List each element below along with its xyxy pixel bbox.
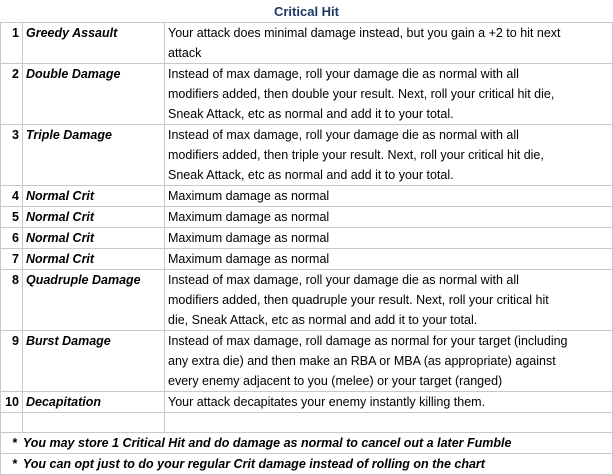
result-name: Decapitation [23,392,165,413]
result-name: Quadruple Damage [23,270,165,331]
table-row [1,392,613,413]
row-number: 8 [1,270,23,331]
notes-body [1,433,613,475]
result-name: Normal Crit [23,186,165,207]
description-line: Instead of max damage, roll your damage die as normal with all [168,128,519,142]
description-line: Sneak Attack, etc as normal and add it to your total. [168,168,454,182]
description-line: modifiers added, then triple your result. Next, roll your critical hit die, [168,148,544,162]
result-name: Normal Crit [23,228,165,249]
result-name: Burst Damage [23,331,165,392]
table-spacer [1,413,613,433]
description-line: Your attack does minimal damage instead, but you gain a +2 to hit next [168,26,561,40]
row-number: 3 [1,125,23,186]
table-row [1,125,613,186]
table-row [1,186,613,207]
description-line: Maximum damage as normal [168,252,330,266]
note-row [1,454,613,475]
description-line: attack [168,46,202,60]
table-row [1,64,613,125]
description-line: modifiers added, then quadruple your result. Next, roll your critical hit [168,293,549,307]
note-star: * [12,436,17,450]
description-line: Instead of max damage, roll your damage die as normal with all [168,67,519,81]
description-line: Instead of max damage, roll damage as normal for your target (including [168,334,568,348]
table-title: Critical Hit [273,3,339,19]
result-description [165,207,613,228]
description-line: any extra die) and then make an RBA or MBA (as appropriate) against [168,354,556,368]
result-description [165,23,613,64]
description-line: die, Sneak Attack, etc as normal and add it to your total. [168,313,478,327]
result-description [165,249,613,270]
description-line: Sneak Attack, etc as normal and add it to your total. [168,107,454,121]
row-number: 7 [1,249,23,270]
row-number: 2 [1,64,23,125]
table-row [1,249,613,270]
result-description [165,125,613,186]
description-line: Maximum damage as normal [168,210,330,224]
description-line: modifiers added, then double your result. Next, roll your critical hit die, [168,87,555,101]
description-line: Maximum damage as normal [168,189,330,203]
blank-row [1,413,613,433]
note-row [1,433,613,454]
blank-cell [1,413,23,433]
result-name: Greedy Assault [23,23,165,64]
note-cell [1,433,613,454]
result-description [165,270,613,331]
note-cell [1,454,613,475]
result-description [165,64,613,125]
table-row [1,270,613,331]
description-line: Instead of max damage, roll your damage die as normal with all [168,273,519,287]
result-description [165,186,613,207]
table-row [1,331,613,392]
blank-cell [165,413,613,433]
description-line: every enemy adjacent to you (melee) or your target (ranged) [168,374,503,388]
row-number: 1 [1,23,23,64]
row-number: 5 [1,207,23,228]
blank-cell [23,413,165,433]
result-name: Normal Crit [23,249,165,270]
row-number: 6 [1,228,23,249]
description-line: Your attack decapitates your enemy instantly killing them. [168,395,486,409]
result-name: Normal Crit [23,207,165,228]
note-star: * [12,457,17,471]
note-text: You can opt just to do your regular Crit damage instead of rolling on the chart [22,457,485,471]
table-row [1,207,613,228]
table-body [1,23,613,413]
result-description [165,228,613,249]
result-description [165,392,613,413]
result-description [165,331,613,392]
note-text: You may store 1 Critical Hit and do damage as normal to cancel out a later Fumble [22,436,512,450]
critical-hit-table [0,22,613,475]
row-number: 4 [1,186,23,207]
row-number: 9 [1,331,23,392]
result-name: Double Damage [23,64,165,125]
table-row [1,23,613,64]
description-line: Maximum damage as normal [168,231,330,245]
result-name: Triple Damage [23,125,165,186]
table-row [1,228,613,249]
row-number: 10 [1,392,23,413]
